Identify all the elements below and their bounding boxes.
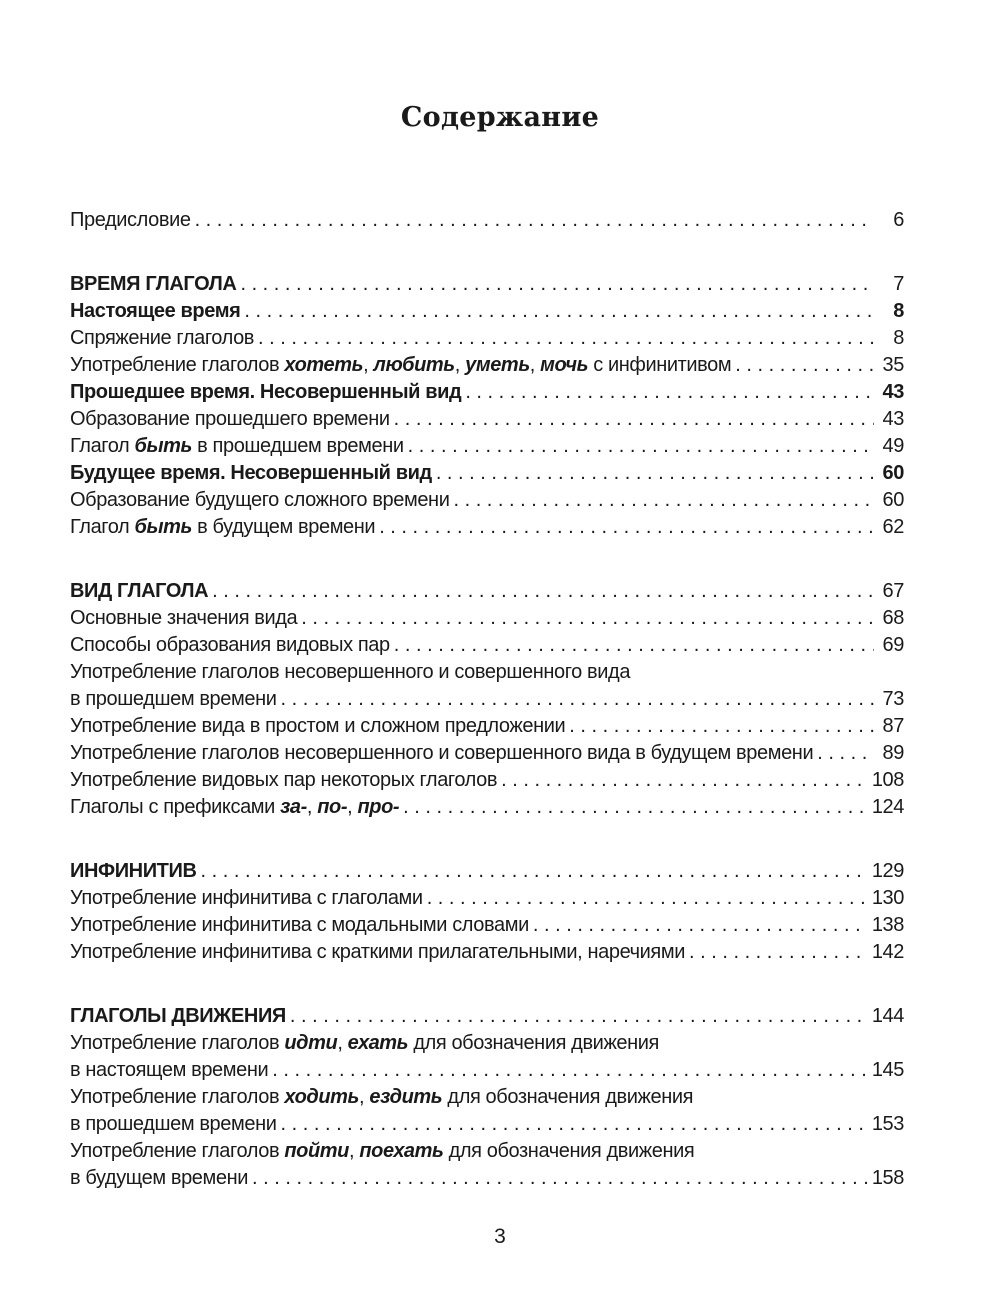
entry-title-text: , — [454, 354, 466, 376]
entry-title-text: для обозначения движения — [408, 1032, 659, 1054]
toc-entry[interactable] — [70, 487, 904, 514]
toc-entry-title — [70, 858, 197, 885]
toc-entry[interactable] — [70, 794, 904, 821]
toc-entry-page: 67 — [882, 580, 904, 602]
entry-title-text: Глагол — [70, 516, 135, 538]
toc-entry-page: 8 — [893, 300, 904, 322]
entry-title-text: , — [363, 354, 374, 376]
toc-entry-title — [70, 460, 432, 487]
dot-leader — [569, 713, 874, 740]
entry-title-emphasis: ходить — [284, 1086, 360, 1108]
dot-leader — [281, 686, 875, 713]
toc-entry-title — [70, 740, 813, 767]
toc-entry[interactable] — [70, 207, 904, 234]
toc-entry-page: 142 — [871, 941, 904, 963]
toc-entry[interactable] — [70, 352, 904, 379]
toc-entry-page: 49 — [882, 435, 904, 457]
toc-entry[interactable] — [70, 939, 904, 966]
toc-entry-page: 8 — [893, 327, 904, 349]
entry-title-text: ВРЕМЯ ГЛАГОЛА — [70, 273, 237, 295]
dot-leader — [735, 352, 874, 379]
toc-chapter-heading[interactable] — [70, 578, 904, 605]
toc-entry-page: 69 — [882, 634, 904, 656]
dot-leader — [533, 912, 868, 939]
toc-entry[interactable] — [70, 767, 904, 794]
dot-leader — [201, 858, 868, 885]
toc-entry-page: 145 — [871, 1059, 904, 1081]
toc-entry-page: 60 — [882, 462, 904, 484]
dot-leader — [501, 767, 868, 794]
toc-entry-title-line — [70, 1030, 904, 1057]
toc-entry[interactable] — [70, 379, 904, 406]
entry-title-text: , — [347, 796, 358, 818]
toc-entry-title — [70, 433, 404, 460]
dot-leader — [453, 487, 874, 514]
toc-entry-page: 138 — [871, 914, 904, 936]
toc-entry-title — [70, 352, 731, 379]
entry-title-text: Употребление глаголов — [70, 1032, 285, 1054]
entry-title-text: Употребление глаголов несовершенного и совершенного вида в будущем времени — [70, 742, 814, 764]
dot-leader — [195, 207, 874, 234]
dot-leader — [817, 740, 874, 767]
entry-title-text: в прошедшем времени — [192, 435, 404, 457]
entry-title-text: Прошедшее время. Несовершенный вид — [70, 381, 462, 403]
entry-title-text: в прошедшем времени — [70, 688, 277, 710]
toc-entry-title — [70, 271, 236, 298]
toc-entry-title — [70, 1165, 248, 1192]
toc-entry-title-line — [70, 1084, 904, 1111]
entry-title-text: Настоящее время — [70, 300, 241, 322]
entry-title-text: Употребление глаголов — [70, 1140, 285, 1162]
entry-title-emphasis: быть — [134, 516, 192, 538]
toc-entry-page: 43 — [882, 381, 904, 403]
entry-title-text: , — [337, 1032, 348, 1054]
toc-entry-page: 153 — [871, 1113, 904, 1135]
entry-title-text: Основные значения вида — [70, 607, 298, 629]
toc-entry-title — [70, 406, 390, 433]
toc-entry-page: 68 — [882, 607, 904, 629]
entry-title-text: Употребление инфинитива с модальными словами — [70, 914, 529, 936]
toc-entry[interactable] — [70, 460, 904, 487]
entry-title-text: Глагол — [70, 435, 135, 457]
entry-title-emphasis: пойти — [284, 1140, 349, 1162]
entry-title-text: ИНФИНИТИВ — [70, 860, 197, 882]
entry-title-text: в будущем времени — [70, 1167, 249, 1189]
toc-chapter-heading[interactable] — [70, 858, 904, 885]
toc-section — [70, 578, 904, 821]
entry-title-text: Образование будущего сложного времени — [70, 489, 450, 511]
dot-leader — [403, 794, 868, 821]
toc-entry-title — [70, 325, 254, 352]
toc-entry-title — [70, 605, 297, 632]
entry-title-text: Глаголы с префиксами — [70, 796, 281, 818]
entry-title-text: в прошедшем времени — [70, 1113, 277, 1135]
toc-entry-title — [70, 912, 529, 939]
toc-section — [70, 207, 904, 234]
toc-entry-title — [70, 1003, 286, 1030]
dot-leader — [244, 298, 874, 325]
toc-entry-title — [70, 885, 423, 912]
entry-title-text: Предисловие — [70, 209, 191, 231]
entry-title-text: Способы образования видовых пар — [70, 634, 390, 656]
entry-title-text: для обозначения движения — [443, 1140, 695, 1162]
toc-entry-title — [70, 298, 240, 325]
toc-entry-title-line — [70, 1138, 904, 1165]
entry-title-emphasis: хотеть — [284, 354, 364, 376]
entry-title-emphasis: ехать — [347, 1032, 409, 1054]
dot-leader — [436, 460, 874, 487]
toc-entry[interactable] — [70, 740, 904, 767]
entry-title-text: , — [349, 1140, 360, 1162]
toc-entry-title — [70, 487, 449, 514]
toc-entry-page: 7 — [893, 273, 904, 295]
toc-entry-page: 124 — [871, 796, 904, 818]
entry-title-text: , — [529, 354, 541, 376]
dot-leader — [272, 1057, 868, 1084]
entry-title-emphasis: поехать — [359, 1140, 444, 1162]
toc-entry-page: 43 — [882, 408, 904, 430]
dot-leader — [281, 1111, 868, 1138]
toc-section — [70, 1003, 904, 1192]
toc-entry-page: 130 — [871, 887, 904, 909]
dot-leader — [301, 605, 874, 632]
entry-title-text: для обозначения движения — [442, 1086, 694, 1108]
entry-title-text: Спряжение глаголов — [70, 327, 255, 349]
toc-entry-title — [70, 514, 375, 541]
toc-entry-title — [70, 379, 461, 406]
entry-title-emphasis: любить — [373, 354, 455, 376]
dot-leader — [290, 1003, 868, 1030]
entry-title-emphasis: ездить — [369, 1086, 443, 1108]
toc-entry-page: 158 — [871, 1167, 904, 1189]
entry-title-text: Будущее время. Несовершенный вид — [70, 462, 432, 484]
toc-chapter-heading[interactable] — [70, 271, 904, 298]
toc-section — [70, 271, 904, 541]
toc-entry[interactable] — [70, 1111, 904, 1138]
toc-entry-title — [70, 207, 191, 234]
toc-entry-page: 129 — [871, 860, 904, 882]
dot-leader — [427, 885, 868, 912]
dot-leader — [394, 632, 874, 659]
table-of-contents — [70, 207, 904, 1229]
dot-leader — [689, 939, 868, 966]
toc-entry-title — [70, 713, 565, 740]
toc-entry-page: 108 — [871, 769, 904, 791]
toc-entry-title — [70, 1057, 268, 1084]
entry-title-text: ГЛАГОЛЫ ДВИЖЕНИЯ — [70, 1005, 286, 1027]
toc-entry[interactable] — [70, 912, 904, 939]
entry-title-text: Употребление инфинитива с краткими прилагательными, наречиями — [70, 941, 685, 963]
toc-entry-title — [70, 686, 277, 713]
toc-entry[interactable] — [70, 298, 904, 325]
toc-entry-page: 73 — [882, 688, 904, 710]
entry-title-text: с инфинитивом — [588, 354, 732, 376]
dot-leader — [240, 271, 874, 298]
toc-entry-title — [70, 939, 685, 966]
page-number: 3 — [494, 1225, 506, 1248]
toc-entry[interactable] — [70, 686, 904, 713]
entry-title-text: ВИД ГЛАГОЛА — [70, 580, 209, 602]
toc-entry[interactable] — [70, 1057, 904, 1084]
entry-title-emphasis: про- — [357, 796, 400, 818]
entry-title-text: Употребление инфинитива с глаголами — [70, 887, 423, 909]
toc-chapter-heading[interactable] — [70, 1003, 904, 1030]
dot-leader — [252, 1165, 868, 1192]
dot-leader — [379, 514, 874, 541]
toc-section — [70, 858, 904, 966]
toc-entry-title-line — [70, 659, 904, 686]
toc-entry-page: 144 — [871, 1005, 904, 1027]
entry-title-emphasis: за- — [280, 796, 307, 818]
toc-entry-page: 35 — [882, 354, 904, 376]
dot-leader — [394, 406, 874, 433]
toc-entry-page: 6 — [893, 209, 904, 231]
entry-title-text: , — [359, 1086, 370, 1108]
entry-title-text: Употребление видовых пар некоторых глаголов — [70, 769, 498, 791]
entry-title-emphasis: уметь — [465, 354, 530, 376]
entry-title-text: в будущем времени — [192, 516, 376, 538]
dot-leader — [408, 433, 874, 460]
entry-title-text: в настоящем времени — [70, 1059, 269, 1081]
toc-entry[interactable] — [70, 433, 904, 460]
toc-entry[interactable] — [70, 885, 904, 912]
entry-title-text: Употребление вида в простом и сложном предложении — [70, 715, 566, 737]
toc-entry-page: 62 — [882, 516, 904, 538]
toc-entry[interactable] — [70, 605, 904, 632]
toc-entry-page: 60 — [882, 489, 904, 511]
page-title: Содержание — [400, 102, 600, 134]
entry-title-emphasis: по- — [317, 796, 348, 818]
toc-entry-title — [70, 767, 497, 794]
toc-entry-page: 89 — [882, 742, 904, 764]
entry-title-emphasis: идти — [284, 1032, 338, 1054]
toc-entry[interactable] — [70, 514, 904, 541]
toc-entry[interactable] — [70, 406, 904, 433]
entry-title-text: Образование прошедшего времени — [70, 408, 390, 430]
toc-entry-title — [70, 794, 399, 821]
toc-entry-page: 87 — [882, 715, 904, 737]
entry-title-emphasis: мочь — [540, 354, 589, 376]
dot-leader — [212, 578, 874, 605]
entry-title-text: , — [306, 796, 318, 818]
toc-entry-title — [70, 632, 390, 659]
dot-leader — [465, 379, 874, 406]
entry-title-text: Употребление глаголов — [70, 354, 285, 376]
entry-title-emphasis: быть — [134, 435, 192, 457]
dot-leader — [258, 325, 874, 352]
toc-entry[interactable] — [70, 632, 904, 659]
toc-entry[interactable] — [70, 1165, 904, 1192]
toc-entry-title — [70, 1111, 277, 1138]
toc-entry-title — [70, 578, 208, 605]
toc-entry[interactable] — [70, 713, 904, 740]
toc-entry[interactable] — [70, 325, 904, 352]
entry-title-text: Употребление глаголов — [70, 1086, 285, 1108]
entry-title-text: Употребление глаголов несовершенного и совершенного вида — [70, 661, 631, 683]
